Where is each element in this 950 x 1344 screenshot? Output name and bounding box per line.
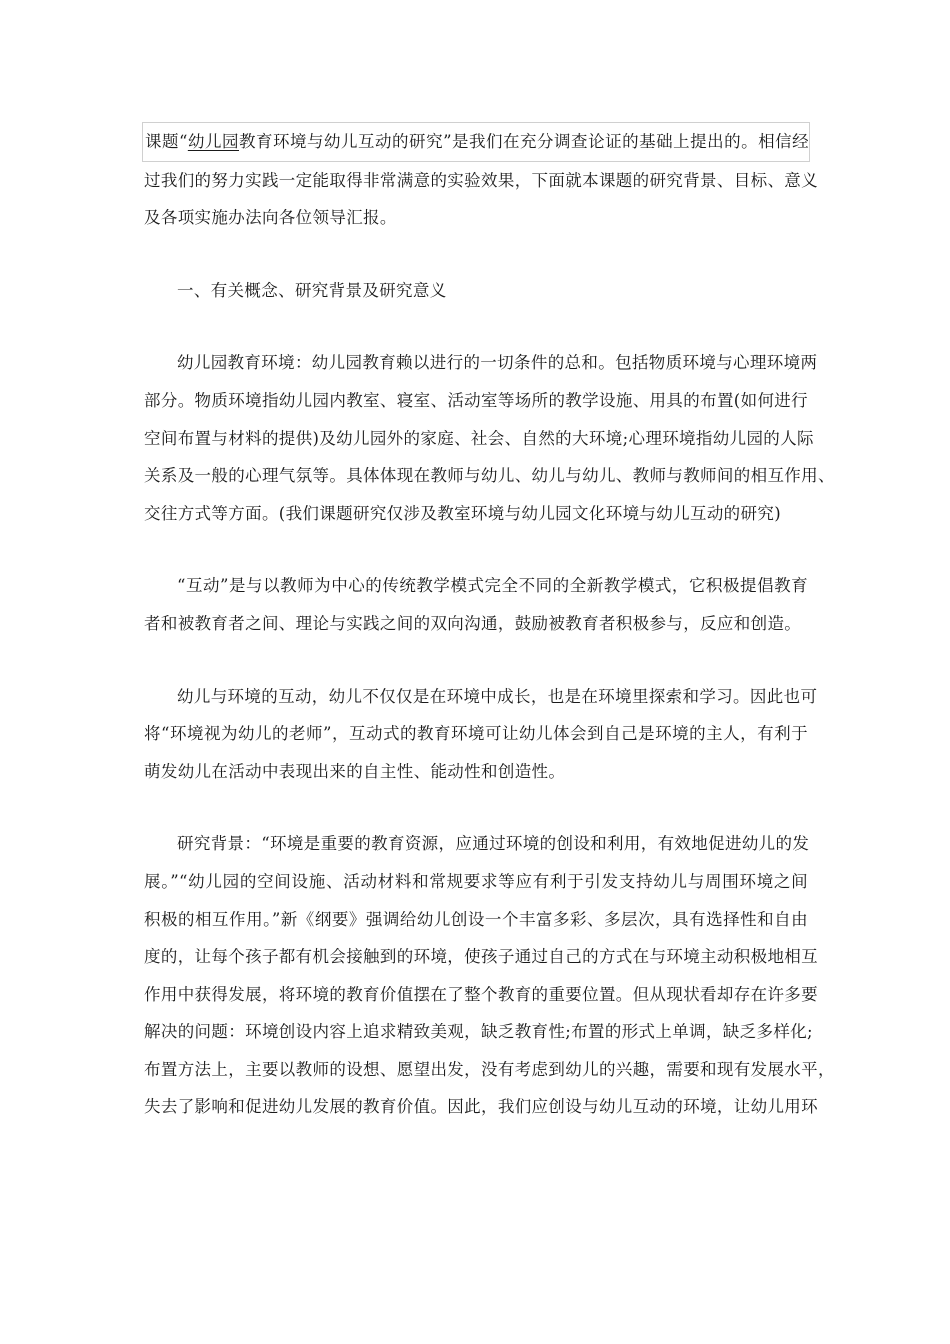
paragraph-line: 将“环境视为幼儿的老师”，互动式的教育环境可让幼儿体会到自己是环境的主人，有利于 [144,724,808,744]
paragraph-line: 部分。物质环境指幼儿园内教室、寝室、活动室等场所的教学设施、用具的布置(如何进行 [144,390,808,410]
paragraph-line: 研究背景：“环境是重要的教育资源，应通过环境的创设和利用，有效地促进幼儿的发 [177,834,810,854]
paragraph-gap [144,309,808,344]
paragraph-line: 积极的相互作用。”新《纲要》强调给幼儿创设一个丰富多彩、多层次，具有选择性和自由 [144,909,808,929]
paragraph-gap [144,532,808,567]
paragraph-environment-definition [144,344,835,532]
paragraph-gap [144,643,808,678]
section-heading: 一、有关概念、研究背景及研究意义 [177,280,447,300]
paragraph-research-background [144,825,835,1126]
paragraph-line: “互动”是与以教师为中心的传统教学模式完全不同的全新教学模式，它积极提倡教育 [177,576,808,596]
kindergarten-link[interactable]: 幼儿园 [187,132,239,151]
intro-line-3: 及各项实施办法向各位领导汇报。 [144,208,397,228]
paragraph-gap [144,790,808,825]
paragraph-line: 度的，让每个孩子都有机会接触到的环境，使孩子通过自己的方式在与环境主动积极地相互 [144,947,818,967]
paragraph-line: 幼儿园教育环境：幼儿园教育赖以进行的一切条件的总和。包括物质环境与心理环境两 [177,353,818,373]
paragraph-line: 展。”“幼儿园的空间设施、活动材料和常规要求等应有利于引发支持幼儿与周围环境之间 [144,871,808,891]
paragraph-interaction-definition [144,567,808,642]
paragraph-line: 布置方法上，主要以教师的设想、愿望出发，没有考虑到幼儿的兴趣，需要和现有发展水平， [144,1059,835,1079]
intro-line-2: 过我们的努力实践一定能取得非常满意的实验效果，下面就本课题的研究背景、目标、意义 [144,170,818,190]
paragraph-line: 关系及一般的心理气氛等。具体体现在教师与幼儿、幼儿与幼儿、教师与教师间的相互作用、 [144,466,835,486]
paragraph-line: 萌发幼儿在活动中表现出来的自主性、能动性和创造性。 [144,761,566,781]
paragraph-line: 解决的问题：环境创设内容上追求精致美观，缺乏教育性;布置的形式上单调，缺乏多样化; [144,1022,813,1042]
intro-line-1 [142,122,810,162]
paragraph-line: 者和被教育者之间、理论与实践之间的双向沟通，鼓励被教育者积极参与，反应和创造。 [144,613,802,633]
paragraph-line: 失去了影响和促进幼儿发展的教育价值。因此，我们应创设与幼儿互动的环境，让幼儿用环 [144,1097,818,1117]
paragraph-line: 作用中获得发展，将环境的教育价值摆在了整个教育的重要位置。但从现状看却存在许多要 [144,984,818,1004]
intro-line-1-pre: 课题“ [145,132,188,151]
paragraph-line: 幼儿与环境的互动，幼儿不仅仅是在环境中成长，也是在环境里探索和学习。因此也可 [177,686,818,706]
paragraph-line: 空间布置与材料的提供)及幼儿园外的家庭、社会、自然的大环境;心理环境指幼儿园的人际 [144,428,814,448]
paragraph-child-environment [144,678,818,791]
paragraph-line: 交往方式等方面。(我们课题研究仅涉及教室环境与幼儿园文化环境与幼儿互动的研究) [144,503,782,523]
document-page [144,122,835,1126]
paragraph-gap [144,237,808,272]
intro-line-1-post: 教育环境与幼儿互动的研究”是我们在充分调查论证的基础上提出的。相信经 [239,132,809,151]
